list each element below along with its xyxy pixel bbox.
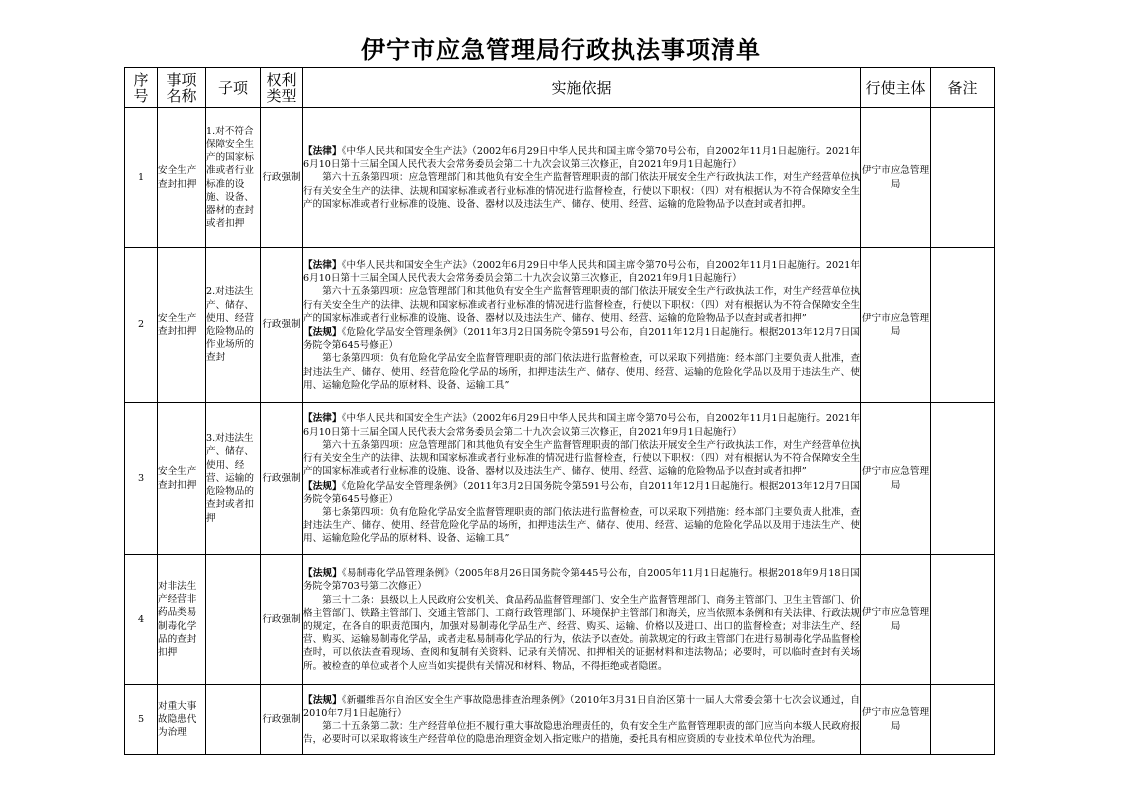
- basis-citation-text: 《中华人民共和国安全生产法》（2002年6月29日中华人民共和国主席令第70号公布，自2002年11月1日起施行。2021年6月10日第十三届全国人民代表大会常务委员会第二十九次会议第三次修正，自2021年9月1日起施行）: [303, 413, 860, 438]
- basis-citation: [303, 326, 860, 352]
- table-body: [125, 108, 995, 755]
- row-sub: 1.对不符合保障安全生产的国家标准或者行业标准的设施、设备、器材的查封或者扣押: [206, 108, 261, 248]
- basis-article-text: 第六十五条第四项：应急管理部门和其他负有安全生产监督管理职责的部门依法开展安全生产行政执法工作，对生产经营单位执行有关安全生产的法律、法规和国家标准或者行业标准的情况进行监督检查，行使以下职权：（四）对有根据认为不符合保障安全生产的国家标准或者行业标准的设施、设备、器材以及违法生产、储存、使用、经营、运输的危险物品予以查封或者扣押”: [303, 286, 860, 324]
- basis-tag: 【法规】: [303, 568, 342, 580]
- basis-article-text: 第七条第四项：负有危险化学品安全监督管理职责的部门依法进行监督检查，可以采取下列措施：经本部门主要负责人批准，查封违法生产、储存、使用、经营危险化学品的场所，扣押违法生产、储存、使用、经营、运输的危险化学品以及用于违法生产、使用、运输危险化学品的原材料、设备、运输工具”: [303, 353, 860, 391]
- header-type: 权利类型: [261, 68, 303, 108]
- basis-citation: [303, 412, 860, 438]
- basis-tag: 【法规】: [303, 694, 342, 706]
- basis-citation-text: 《中华人民共和国安全生产法》（2002年6月29日中华人民共和国主席令第70号公布，自2002年11月1日起施行。2021年6月10日第十三届全国人民代表大会常务委员会第二十九次会议第三次修正，自2021年9月1日起施行）: [303, 145, 860, 171]
- basis-citation-text: 《新疆维吾尔自治区安全生产事故隐患排查治理条例》（2010年3月31日自治区第十一届人大常委会第十七次会议通过，自2010年7月1日起施行）: [303, 694, 860, 719]
- row-org: 伊宁市应急管理局: [861, 555, 931, 685]
- row-org: 伊宁市应急管理局: [861, 108, 931, 248]
- basis-citation: [303, 145, 860, 171]
- row-basis: [303, 403, 861, 555]
- row-org: 伊宁市应急管理局: [861, 248, 931, 403]
- row-sub: 3.对违法生产、储存、使用、经营、运输的危险物品的查封或者扣押: [206, 403, 261, 555]
- row-note: [931, 555, 995, 685]
- enforcement-table: [124, 67, 995, 755]
- basis-citation: [303, 259, 860, 285]
- row-sub: [206, 685, 261, 755]
- basis-tag: 【法规】: [303, 480, 342, 492]
- header-row: [125, 68, 995, 108]
- row-no: 5: [125, 685, 158, 755]
- row-type: 行政强制: [261, 108, 303, 248]
- row-name: 对重大事故隐患代为治理: [158, 685, 206, 755]
- basis-citation: [303, 567, 860, 593]
- header-org: 行使主体: [861, 68, 931, 108]
- basis-tag: 【法律】: [303, 259, 342, 271]
- header-sub: 子项: [206, 68, 261, 108]
- basis-block: [303, 326, 860, 392]
- row-note: [931, 248, 995, 403]
- basis-citation-text: 《中华人民共和国安全生产法》（2002年6月29日中华人民共和国主席令第70号公布，自2002年11月1日起施行。2021年6月10日第十三届全国人民代表大会常务委员会第二十九次会议第三次修正，自2021年9月1日起施行）: [303, 259, 860, 285]
- header-basis: 实施依据: [303, 68, 861, 108]
- basis-tag: 【法律】: [303, 145, 342, 157]
- row-note: [931, 403, 995, 555]
- row-basis: [303, 248, 861, 403]
- row-no: 4: [125, 555, 158, 685]
- row-basis: [303, 555, 861, 685]
- basis-tag: 【法律】: [303, 413, 342, 425]
- header-name: 事项名称: [158, 68, 206, 108]
- basis-article-text: 第七条第四项：负有危险化学品安全监督管理职责的部门依法进行监督检查，可以采取下列措施：经本部门主要负责人批准，查封违法生产、储存、使用、经营危险化学品的场所，扣押违法生产、储存、使用、经营、运输的危险化学品以及用于违法生产、使用、运输危险化学品的原材料、设备、运输工具”: [303, 506, 860, 545]
- basis-block: [303, 480, 860, 546]
- basis-block: [303, 259, 860, 325]
- basis-citation-text: 《易制毒化学品管理条例》（2005年8月26日国务院令第445号公布，自2005年11月1日起施行。根据2018年9月18日国务院令第703号第二次修正）: [303, 568, 860, 593]
- header-no: 序号: [125, 68, 158, 108]
- row-name: 安全生产查封扣押: [158, 248, 206, 403]
- table-row: [125, 248, 995, 403]
- row-no: 2: [125, 248, 158, 403]
- basis-article-text: 第三十二条：县级以上人民政府公安机关、食品药品监督管理部门、安全生产监督管理部门、商务主管部门、卫生主管部门、价格主管部门、铁路主管部门、交通主管部门、工商行政管理部门、环境保护主管部门和海关，应当依照本条例和有关法律、行政法规的规定，在各自的职责范围内，加强对易制毒化学品生产、经营、购买、运输、价格以及进口、出口的监督检查；对非法生产、经营、购买、运输易制毒化学品，或者走私易制毒化学品的行为，依法予以查处。前款规定的行政主管部门在进行易制毒化学品监督检查时，可以依法查看现场、查阅和复制有关资料、记录有关情况、扣押相关的证据材料和违法物品；必要时，可以临时查封有关场所。被检查的单位或者个人应当如实提供有关情况和材料、物品，不得拒绝或者隐匿。: [303, 594, 860, 672]
- table-row: [125, 555, 995, 685]
- table-row: [125, 685, 995, 755]
- basis-block: [303, 412, 860, 478]
- basis-block: [303, 694, 860, 747]
- table-row: [125, 108, 995, 248]
- row-no: 1: [125, 108, 158, 248]
- basis-article-text: 第二十五条第二款：生产经营单位拒不履行重大事故隐患治理责任的，负有安全生产监督管理职责的部门应当向本级人民政府报告，必要时可以采取将该生产经营单位的隐患治理资金划入指定账户的措施，委托具有相应资质的专业技术单位代为治理。: [303, 721, 860, 746]
- basis-tag: 【法规】: [303, 327, 342, 338]
- row-note: [931, 685, 995, 755]
- header-note: 备注: [931, 68, 995, 108]
- row-type: 行政强制: [261, 555, 303, 685]
- table-row: [125, 403, 995, 555]
- basis-article-text: 第六十五条第四项：应急管理部门和其他负有安全生产监督管理职责的部门依法开展安全生产行政执法工作，对生产经营单位执行有关安全生产的法律、法规和国家标准或者行业标准的情况进行监督检查，行使以下职权：（四）对有根据认为不符合保障安全生产的国家标准或者行业标准的设施、设备、器材以及违法生产、储存、使用、经营、运输的危险物品予以查封或者扣押”: [303, 439, 860, 478]
- row-type: 行政强制: [261, 403, 303, 555]
- row-name: 安全生产查封扣押: [158, 108, 206, 248]
- row-sub: 2.对违法生产、储存、使用、经营危险物品的作业场所的查封: [206, 248, 261, 403]
- basis-citation-text: 《危险化学品安全管理条例》（2011年3月2日国务院令第591号公布，自2011年12月1日起施行。根据2013年12月7日国务院令第645号修正）: [303, 480, 860, 505]
- basis-article-text: 第六十五条第四项：应急管理部门和其他负有安全生产监督管理职责的部门依法开展安全生产行政执法工作，对生产经营单位执行有关安全生产的法律、法规和国家标准或者行业标准的情况进行监督检查，行使以下职权：（四）对有根据认为不符合保障安全生产的国家标准或者行业标准的设施、设备、器材以及违法生产、储存、使用、经营、运输的危险物品予以查封或者扣押。: [303, 172, 860, 210]
- basis-block: [303, 145, 860, 211]
- row-sub: [206, 555, 261, 685]
- page-title: 伊宁市应急管理局行政执法事项清单: [361, 36, 761, 64]
- row-basis: [303, 685, 861, 755]
- basis-citation: [303, 480, 860, 506]
- basis-citation-text: 《危险化学品安全管理条例》（2011年3月2日国务院令第591号公布，自2011年12月1日起施行。根据2013年12月7日国务院令第645号修正）: [303, 327, 860, 352]
- row-name: 对非法生产经营非药品类易制毒化学品的查封扣押: [158, 555, 206, 685]
- row-name: 安全生产查封扣押: [158, 403, 206, 555]
- row-org: 伊宁市应急管理局: [861, 685, 931, 755]
- basis-citation: [303, 694, 860, 720]
- basis-block: [303, 567, 860, 673]
- row-note: [931, 108, 995, 248]
- row-type: 行政强制: [261, 685, 303, 755]
- row-no: 3: [125, 403, 158, 555]
- row-basis: [303, 108, 861, 248]
- row-type: 行政强制: [261, 248, 303, 403]
- row-org: 伊宁市应急管理局: [861, 403, 931, 555]
